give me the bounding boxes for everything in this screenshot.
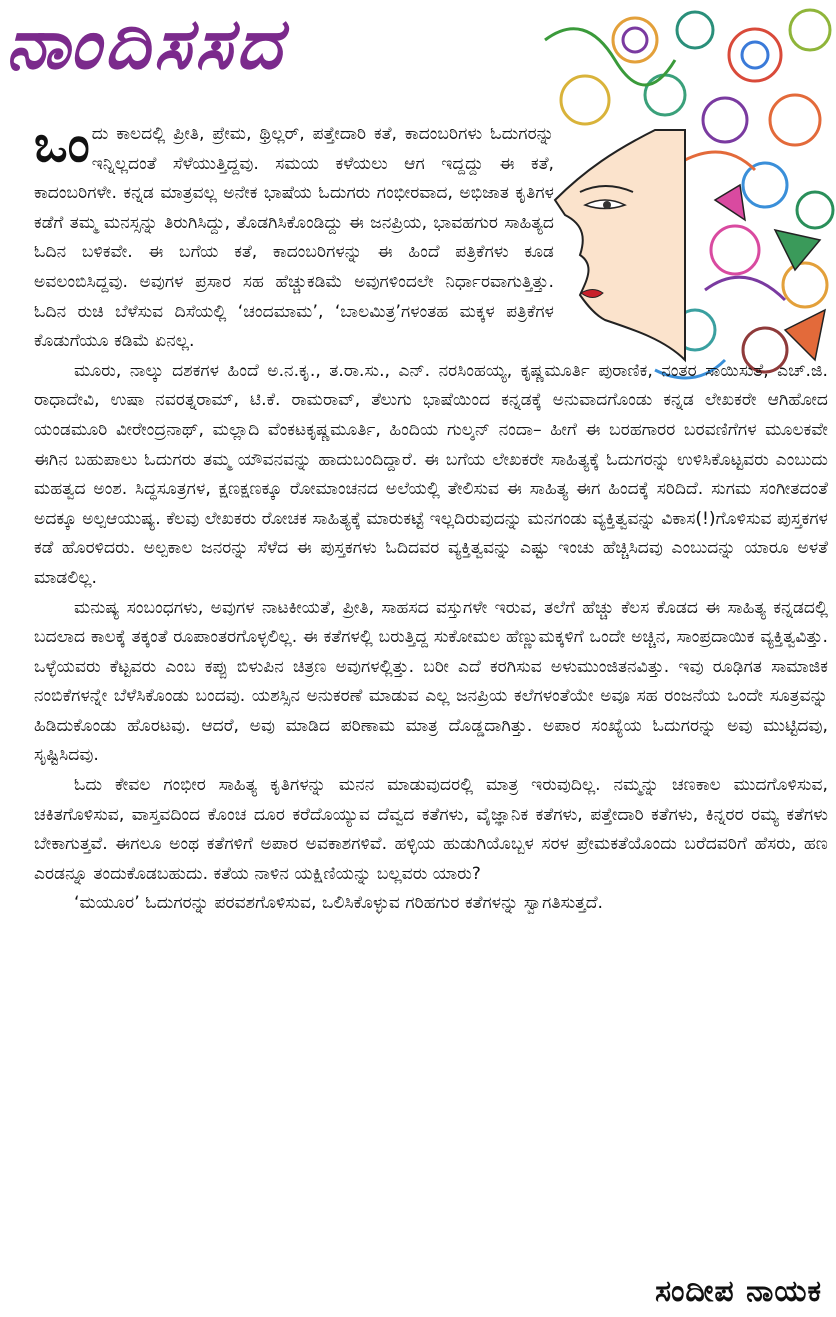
paragraph-2: ಮೂರು, ನಾಲ್ಕು ದಶಕಗಳ ಹಿಂದೆ ಅ.ನ.ಕೃ., ತ.ರಾ.ಸು., ಎನ್. ನರಸಿಂಹಯ್ಯ, ಕೃಷ್ಣಮೂರ್ತಿ ಪುರಾಣಿಕ, ನಂತರ ಸಾಯಿಸುತೆ, ಎಚ್.ಜಿ. ರಾಧಾದೇವಿ, ಉಷಾ ನವರತ್ನರಾಮ್, ಟಿ.ಕೆ. ರಾಮರಾವ್, ತೆಲುಗು ಭಾಷೆಯಿಂದ ಕನ್ನಡಕ್ಕೆ ಅನುವಾದಗೊಂಡು ಕನ್ನಡ ಲೇಖಕರೇ ಆಗಿಹೋದ ಯಂಡಮೂರಿ ವೀರೇಂದ್ರನಾಥ್, ಮಲ್ಲಾದಿ ವೆಂಕಟಕೃಷ್ಣಮೂರ್ತಿ, ಹಿಂದಿಯ ಗುಲ್ಶನ್ ನಂದಾ– ಹೀಗೆ ಈ ಬರಹಗಾರರ ಬರವಣಿಗೆಗಳ ಮೂಲಕವೇ ಈಗಿನ ಬಹುಪಾಲು ಓದುಗರು ತಮ್ಮ ಯೌವನವನ್ನು ಹಾದುಬಂದಿದ್ದಾರೆ. ಈ ಬಗೆಯ ಲೇಖಕರೇ ಸಾಹಿತ್ಯಕ್ಕೆ ಓದುಗರನ್ನು ಉಳಿಸಿಕೊಟ್ಟವರು ಎಂಬುದು ಮಹತ್ವದ ಅಂಶ. ಸಿದ್ಧಸೂತ್ರಗಳ, ಕ್ಷಣಕ್ಷಣಕ್ಕೂ ರೋಮಾಂಚನದ ಅಲೆಯಲ್ಲಿ ತೇಲಿಸುವ ಈ ಸಾಹಿತ್ಯ ಈಗ ಹಿಂದಕ್ಕೆ ಸರಿದಿದೆ. ಸುಗಮ ಸಂಗೀತದಂತೆ ಅದಕ್ಕೂ ಅಲ್ಪಆಯುಷ್ಯ. ಕೆಲವು ಲೇಖಕರು ರೋಚಕ ಸಾಹಿತ್ಯಕ್ಕೆ ಮಾರುಕಟ್ಟೆ ಇಲ್ಲದಿರುವುದನ್ನು ಮನಗಂಡು ವ್ಯಕ್ತಿತ್ವವನ್ನು ವಿಕಾಸ(!)ಗೊಳಿಸುವ ಪುಸ್ತಕಗಳ ಕಡೆ ಹೊರಳಿದರು. ಅಲ್ಪಕಾಲ ಜನರನ್ನು ಸೆಳೆದ ಈ ಪುಸ್ತಕಗಳು ಓದಿದವರ ವ್ಯಕ್ತಿತ್ವವನ್ನು ಎಷ್ಟು ಇಂಚು ಹೆಚ್ಚಿಸಿದವು ಎಂಬುದನ್ನು ಯಾರೂ ಅಳತೆ ಮಾಡಲಿಲ್ಲ.	[34, 360, 828, 588]
paragraph-4: ಓದು ಕೇವಲ ಗಂಭೀರ ಸಾಹಿತ್ಯ ಕೃತಿಗಳನ್ನು ಮನನ ಮಾಡುವುದರಲ್ಲಿ ಮಾತ್ರ ಇರುವುದಿಲ್ಲ. ನಮ್ಮನ್ನು ಚಣಕಾಲ ಮುದಗೊಳಿಸುವ, ಚಕಿತಗೊಳಿಸುವ, ವಾಸ್ತವದಿಂದ ಕೊಂಚ ದೂರ ಕರೆದೊಯ್ಯುವ ದೆವ್ವದ ಕತೆಗಳು, ವೈಜ್ಞಾನಿಕ ಕತೆಗಳು, ಪತ್ತೇದಾರಿ ಕತೆಗಳು, ಕಿನ್ನರರ ರಮ್ಯ ಕತೆಗಳು ಬೇಕಾಗುತ್ತವೆ. ಈಗಲೂ ಅಂಥ ಕತೆಗಳಿಗೆ ಅಪಾರ ಅವಕಾಶಗಳಿವೆ. ಹಳ್ಳಿಯ ಹುಡುಗಿಯೊಬ್ಬಳ ಸರಳ ಪ್ರೇಮಕತೆಯೊಂದು ಬರೆದವರಿಗೆ ಹೆಸರು, ಹಣ ಎರಡನ್ನೂ ತಂದುಕೊಡಬಹುದು. ಕತೆಯ ನಾಳಿನ ಯಕ್ಷಿಣಿಯನ್ನು ಬಲ್ಲವರು ಯಾರು?	[34, 775, 828, 884]
paragraph-5: ‘ಮಯೂರ’ ಓದುಗರನ್ನು ಪರವಶಗೊಳಿಸುವ, ಒಲಿಸಿಕೊಳ್ಳುವ ಗರಿಹಗುರ ಕತೆಗಳನ್ನು ಸ್ವಾಗತಿಸುತ್ತದೆ.	[74, 893, 604, 914]
author-signature: ಸಂದೀಪ ನಾಯಕ	[655, 1274, 822, 1309]
drop-cap: ಒಂ	[34, 115, 90, 173]
paragraph-1-text: ದು ಕಾಲದಲ್ಲಿ ಪ್ರೀತಿ, ಪ್ರೇಮ, ಥ್ರಿಲ್ಲರ್, ಪತ್ತೇದಾರಿ ಕತೆ, ಕಾದಂಬರಿಗಳು ಓದುಗರನ್ನು ಇನ್ನಿಲ್ಲದಂತೆ ಸೆಳೆಯುತ್ತಿದ್ದವು. ಸಮಯ ಕಳೆಯಲು ಆಗ ಇದ್ದದ್ದು ಈ ಕತೆ, ಕಾದಂಬರಿಗಳೇ. ಕನ್ನಡ ಮಾತ್ರವಲ್ಲ ಅನೇಕ ಭಾಷೆಯ ಓದುಗರು ಗಂಭೀರವಾದ, ಅಭಿಜಾತ ಕೃತಿಗಳ ಕಡೆಗೆ ತಮ್ಮ ಮನಸ್ಸನ್ನು ತಿರುಗಿಸಿದ್ದು, ತೊಡಗಿಸಿಕೊಂಡಿದ್ದು ಈ ಜನಪ್ರಿಯ, ಭಾವಹಗುರ ಸಾಹಿತ್ಯದ ಓದಿನ ಬಳಿಕವೇ. ಈ ಬಗೆಯ ಕತೆ, ಕಾದಂಬರಿಗಳನ್ನು ಈ ಹಿಂದೆ ಪತ್ರಿಕೆಗಳು ಕೂಡ ಅವಲಂಬಿಸಿದ್ದವು. ಅವುಗಳ ಪ್ರಸಾರ ಸಹ ಹೆಚ್ಚುಕಡಿಮೆ ಅವುಗಳಿಂದಲೇ ನಿರ್ಧಾರವಾಗುತ್ತಿತ್ತು. ಓದಿನ ರುಚಿ ಬೆಳೆಸುವ ದಿಸೆಯಲ್ಲಿ ‘ಚಂದಮಾಮ’, ‘ಬಾಲಮಿತ್ರ’ಗಳಂತಹ ಮಕ್ಕಳ ಪತ್ರಿಕೆಗಳ ಕೊಡುಗೆಯೂ ಕಡಿಮೆ ಏನಲ್ಲ.	[34, 124, 554, 352]
paragraph-1	[34, 115, 554, 357]
paragraph-3: ಮನುಷ್ಯ ಸಂಬಂಧಗಳು, ಅವುಗಳ ನಾಟಕೀಯತೆ, ಪ್ರೀತಿ, ಸಾಹಸದ ವಸ್ತುಗಳೇ ಇರುವ, ತಲೆಗೆ ಹೆಚ್ಚು ಕೆಲಸ ಕೊಡದ ಈ ಸಾಹಿತ್ಯ ಕನ್ನಡದಲ್ಲಿ ಬದಲಾದ ಕಾಲಕ್ಕೆ ತಕ್ಕಂತೆ ರೂಪಾಂತರಗೊಳ್ಳಲಿಲ್ಲ. ಈ ಕತೆಗಳಲ್ಲಿ ಬರುತ್ತಿದ್ದ ಸುಕೋಮಲ ಹೆಣ್ಣುಮಕ್ಕಳಿಗೆ ಒಂದೇ ಅಚ್ಚಿನ, ಸಾಂಪ್ರದಾಯಿಕ ವ್ಯಕ್ತಿತ್ವವಿತ್ತು. ಒಳ್ಳೆಯವರು ಕೆಟ್ಟವರು ಎಂಬ ಕಪ್ಪು ಬಿಳುಪಿನ ಚಿತ್ರಣ ಅವುಗಳಲ್ಲಿತ್ತು. ಬರೀ ಎದೆ ಕರಗಿಸುವ ಅಳುಮುಂಜಿತನವಿತ್ತು. ಇವು ರೂಢಿಗತ ಸಾಮಾಜಿಕ ನಂಬಿಕೆಗಳನ್ನೇ ಬೆಳೆಸಿಕೊಂಡು ಬಂದವು. ಯಶಸ್ಸಿನ ಅನುಕರಣೆ ಮಾಡುವ ಎಲ್ಲ ಜನಪ್ರಿಯ ಕಲೆಗಳಂತೆಯೇ ಅವೂ ಸಹ ರಂಜನೆಯ ಒಂದೇ ಸೂತ್ರವನ್ನು ಹಿಡಿದುಕೊಂಡು ಹೊರಟವು. ಆದರೆ, ಅವು ಮಾಡಿದ ಪರಿಣಾಮ ಮಾತ್ರ ದೊಡ್ಡದಾಗಿತ್ತು. ಅಪಾರ ಸಂಖ್ಯೆಯ ಓದುಗರನ್ನು ಅವು ಮುಟ್ಟಿದವು, ಸೃಷ್ಟಿಸಿದವು.	[34, 597, 828, 766]
article-body	[34, 115, 828, 919]
page-title: ನಾಂದಿಸಸದ	[6, 3, 286, 85]
